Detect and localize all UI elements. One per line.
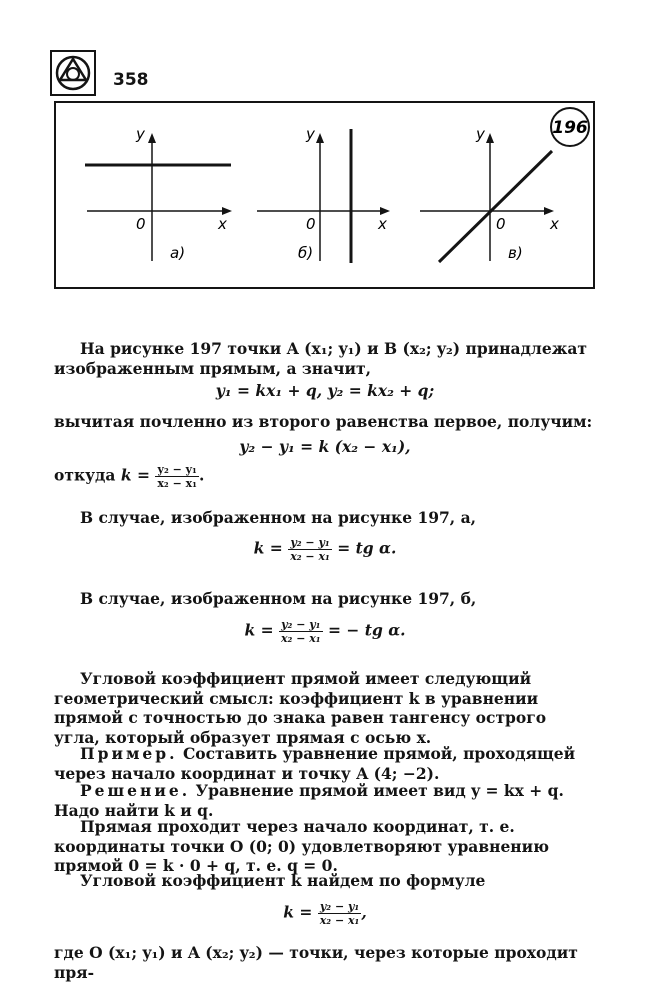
panel-c-label: в) (508, 244, 523, 262)
axis-x-label: x (218, 215, 227, 233)
fraction-numerator: y₂ − y₁ (155, 463, 199, 477)
paragraph-6: Угловой коэффициент прямой имеет следующий геометрический смысл: коэффициент k в уравнении прямой с точностью до знака равен тангенсу острого угла, который образует прямая с осью x. (54, 669, 547, 747)
formula-10 (54, 900, 596, 927)
fraction (318, 900, 362, 927)
triangle-in-circle-logo-icon (50, 50, 96, 96)
paragraph-3-suffix: . (199, 465, 205, 485)
origin-label: 0 (496, 215, 506, 233)
formula-10-right: , (361, 902, 367, 922)
formula-5-right: = − tg α. (328, 620, 406, 640)
panel-a (85, 125, 232, 262)
axis-x-label: x (378, 215, 387, 233)
paragraph-3-prefix: откуда (54, 465, 116, 485)
formula-2: y₂ − y₁ = k (x₂ − x₁), (239, 437, 411, 456)
page-number: 358 (113, 70, 149, 90)
panel-a-label: а) (170, 244, 186, 262)
fraction-denominator: x₂ − x₁ (319, 914, 360, 927)
figure-196 (54, 101, 595, 289)
panel-b-label: б) (298, 244, 314, 262)
panel-b (257, 125, 390, 263)
example-label: Пример. (80, 744, 178, 763)
paragraph-7 (54, 744, 596, 783)
fraction-denominator: x₂ − x₁ (157, 477, 198, 490)
solution-text: Уравнение прямой имеет вид y = kx + q. Надо найти k и q. (54, 781, 564, 820)
axis-y-label: y (476, 125, 485, 143)
axis-x-label: x (550, 215, 559, 233)
formula-5 (54, 618, 596, 645)
paragraph-8 (54, 781, 596, 820)
fraction-denominator: x₂ − x₁ (280, 632, 321, 645)
paragraph-11: где O (x₁; y₁) и A (x₂; y₂) — точки, через которые проходит пря- (54, 943, 578, 982)
formula-1: y₁ = kx₁ + q, y₂ = kx₂ + q; (215, 381, 435, 400)
fraction (288, 536, 332, 563)
fraction-numerator: y₂ − y₁ (288, 536, 332, 550)
paragraph-3 (54, 463, 204, 490)
paragraph-9: Прямая проходит через начало координат, т. е. координаты точки O (0; 0) удовлетворяют уравнению прямой 0 = k · 0 + q, т. е. q = 0. (54, 817, 550, 875)
panel-c (420, 125, 559, 262)
formula-4-left: k = (253, 538, 283, 558)
paragraph-10: Угловой коэффициент k найдем по формуле (80, 871, 486, 890)
fraction-numerator: y₂ − y₁ (318, 900, 362, 914)
fraction (155, 463, 199, 490)
fraction-numerator: y₂ − y₁ (279, 618, 323, 632)
example-text: Составить уравнение прямой, проходящей через начало координат и точку A (4; −2). (54, 744, 576, 783)
axis-y-label: y (136, 125, 145, 143)
paragraph-5: В случае, изображенном на рисунке 197, б, (80, 589, 477, 608)
formula-4 (54, 536, 596, 563)
fraction-denominator: x₂ − x₁ (290, 550, 330, 563)
axis-y-label: y (306, 125, 315, 143)
paragraph-2: вычитая почленно из второго равенства первое, получим: (54, 412, 593, 431)
origin-label: 0 (306, 215, 316, 233)
origin-label: 0 (136, 215, 146, 233)
formula-10-left: k = (283, 902, 313, 922)
k-symbol: k = (120, 465, 150, 485)
solution-label: Решение. (80, 781, 191, 800)
fraction (279, 618, 323, 645)
paragraph-4: В случае, изображенном на рисунке 197, а, (80, 508, 477, 527)
figure-number: 196 (552, 118, 588, 138)
formula-4-right: = tg α. (337, 538, 397, 558)
paragraph-1: На рисунке 197 точки A (x₁; y₁) и B (x₂; y₂) принадлежат изображенным прямым, а значит, (54, 339, 588, 378)
formula-5-left: k = (244, 620, 274, 640)
